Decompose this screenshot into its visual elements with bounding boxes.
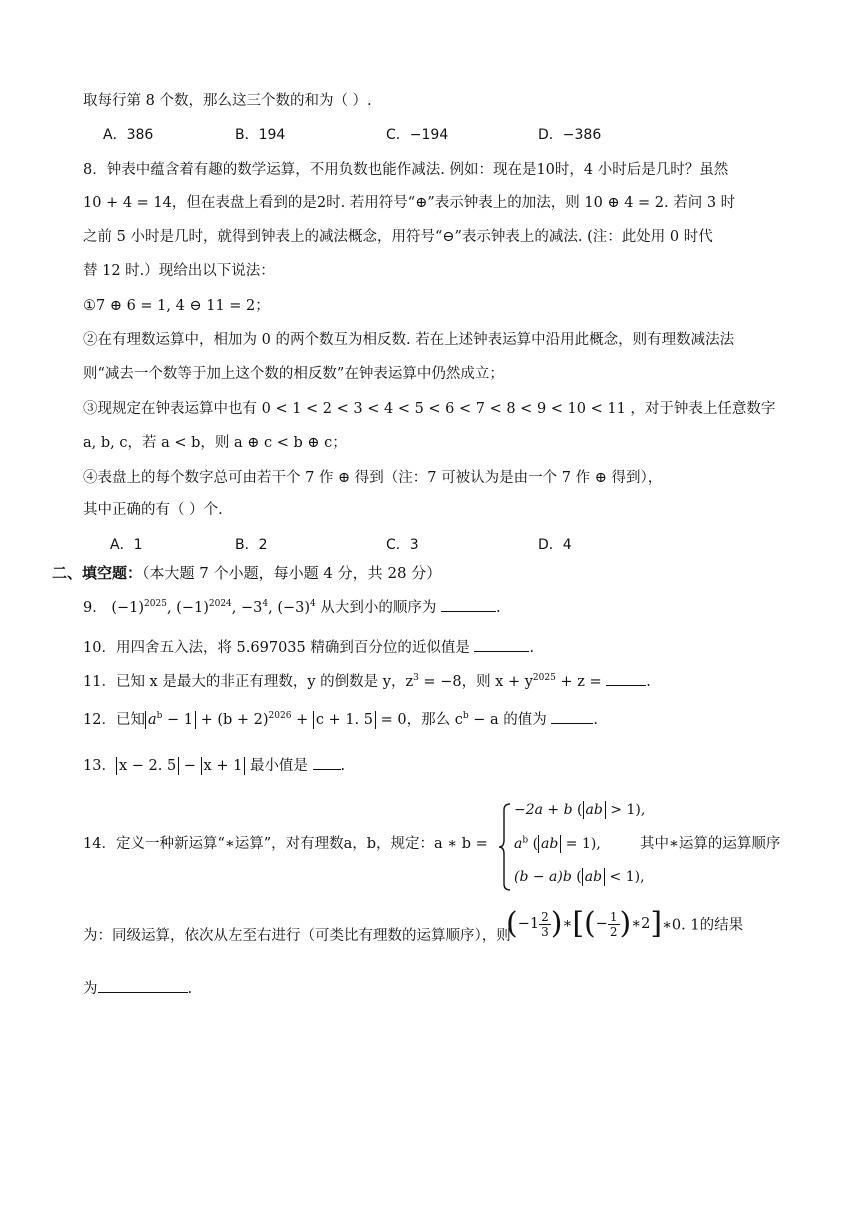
q12-plus-1: + xyxy=(200,712,213,728)
q11-y-exp: 2025 xyxy=(532,673,556,684)
q14-frac-2-den: 2 xyxy=(609,924,618,939)
q8-option-b: B．2 xyxy=(235,537,268,553)
q8-line2: 10 + 4 = 14，但在表盘上看到的是2时. 若用符号“⊕”表示钟表上的加法，则 10 ⊕ 4 = 2. 若问 3 时 xyxy=(83,195,736,211)
q12-term-2: (b + 2) xyxy=(217,712,269,728)
q14-expression: (−1 $\frac{2}{3}$ )∗[(− $\frac{1}{2}$ )∗2]∗0. 1的结果 xyxy=(506,906,744,941)
q14-line3-text: 为 xyxy=(83,981,98,997)
q13-abs-1 xyxy=(116,757,179,775)
q13-number: 13． xyxy=(83,758,116,774)
q8-option-c: C．3 xyxy=(386,537,419,553)
q14-case-2-cond: = 1), xyxy=(561,836,601,852)
q14-mixed-whole: −1 xyxy=(517,916,540,932)
q13-answer-blank[interactable] xyxy=(313,755,341,770)
q14-line1: 14．定义一种新运算“∗运算”，对有理数a，b，规定：a ∗ b = xyxy=(83,836,488,852)
q8-statement-4: ④表盘上的每个数字总可由若干个 7 作 ⊕ 得到（注：7 可被认为是由一个 7 作 ⊕ 得到）， xyxy=(83,470,663,486)
q14-case-3: (b − a)b ( ab < 1), xyxy=(514,869,645,885)
q12-plus-2: + xyxy=(296,712,309,728)
q9-term-3-exp: 4 xyxy=(262,599,269,610)
q8-line1: 8．钟表中蕴含着有趣的数学运算，不用负数也能作减法. 例如：现在是10时，4 小时后是几时？虽然 xyxy=(83,162,729,178)
q12-text-3: − a 的值为 xyxy=(468,712,547,728)
q12-abs-1-exp: b xyxy=(156,711,163,722)
q13-text: 最小值是 xyxy=(249,758,308,774)
q11-text-3: + z = xyxy=(555,674,602,690)
q8-question: 其中正确的有（ ）个. xyxy=(83,502,223,518)
q14-case-1-expr: −2a + b xyxy=(514,802,573,818)
q11-line: 11．已知 x 是最大的非正有理数，y 的倒数是 y，$z^3 = -8$，则 $x + y^{2025} + z$ = . xyxy=(83,671,651,692)
q14-line2-text: 为：同级运算，依次从左至右进行（可类比有理数的运算顺序），则 xyxy=(83,928,511,944)
q14-case-2-base: a xyxy=(514,836,523,852)
q14-case-2-abs-content: ab xyxy=(541,836,559,852)
q10-line: 10．用四舍五入法，将 5.697035 精确到百分位的近似值是 . xyxy=(83,637,534,658)
q14-frac-1 xyxy=(539,910,551,939)
q12-line: 12．已知 $a^b - 1 + (b + 2)^{2026} + c + 1$. 5 = 0，那么 $c^b - a$ 的值为 . xyxy=(83,709,598,730)
q14-case-3-abs xyxy=(582,868,605,886)
q12-answer-blank[interactable] xyxy=(551,709,593,724)
q12-c-exp: b xyxy=(462,711,469,722)
q8-line4: 替 12 时.）现给出以下说法： xyxy=(83,263,275,279)
q7-option-d: D．−386 xyxy=(538,127,602,143)
q14-frac-2 xyxy=(608,910,620,939)
q11-text-2: = −8，则 x + y xyxy=(418,674,533,690)
q7-option-c: C．−194 xyxy=(386,127,449,143)
q12-abs-1-base: a xyxy=(147,712,157,728)
q14-case-1-cond: > 1), xyxy=(605,802,646,818)
q14-frac-1-num: 2 xyxy=(541,909,549,924)
q13-line: 13． x − 2. 5 − x + 1 最小值是 . xyxy=(83,755,345,776)
q9-term-1: (−1) xyxy=(111,600,145,616)
q12-abs-3-content: c + 1. 5 xyxy=(315,712,373,728)
q13-abs-2 xyxy=(201,757,246,775)
q9-term-3: −3 xyxy=(241,600,263,616)
q13-abs-2-content: x + 1 xyxy=(203,758,243,774)
q10-answer-blank[interactable] xyxy=(474,637,529,652)
q8-statement-2b: 则“减去一个数等于加上这个数的相反数”在钟表运算中仍然成立； xyxy=(83,366,504,382)
q14-star-2: ∗2 xyxy=(631,916,651,932)
q12-text-2: = 0，那么 c xyxy=(376,712,463,728)
q14-line2 xyxy=(83,926,511,946)
q14-line3: 为 . xyxy=(83,978,192,999)
q14-frac-2-sign: − xyxy=(595,916,608,932)
q14-answer-blank[interactable] xyxy=(98,978,188,993)
q14-case-2: $a^b$ ( ab = 1), xyxy=(514,835,601,852)
q14-case-1: −2a + b ( ab > 1), xyxy=(514,802,646,818)
q9-number: 9． xyxy=(83,600,107,616)
q11-z-exp: 3 xyxy=(413,673,419,684)
q9-text: 从大到小的顺序为 xyxy=(320,600,437,616)
q11-text-1: 11．已知 x 是最大的非正有理数，y 的倒数是 y，z xyxy=(83,674,414,690)
q14-case-1-abs-content: ab xyxy=(585,802,603,818)
q8-statement-3b: a, b, c，若 a < b，则 a ⊕ c < b ⊕ c； xyxy=(83,435,347,451)
q14-frac-1-den: 3 xyxy=(541,924,549,939)
section-heading xyxy=(52,563,441,583)
q14-brace-icon xyxy=(498,802,512,892)
q8-statement-2a: ②在有理数运算中，相加为 0 的两个数互为相反数. 若在上述钟表运算中沿用此概念，则有理数减法法 xyxy=(83,332,735,348)
q14-case-3-expr: (b − a)b xyxy=(514,869,572,885)
q14-case-1-abs xyxy=(583,801,606,819)
q9-line: 9． $(-1)^{2025}$, $(-1)^{2024}$, $-3^4$, $(-3)^4$ 从大到小的顺序为 . xyxy=(83,597,501,618)
q9-answer-blank[interactable] xyxy=(441,597,496,612)
section-note: （本大题 7 个小题，每小题 4 分，共 28 分） xyxy=(142,564,442,582)
q8-option-a: A．1 xyxy=(110,537,143,553)
q10-text: 10．用四舍五入法，将 5.697035 精确到百分位的近似值是 xyxy=(83,640,470,656)
q8-statement-3a: ③现规定在钟表运算中也有 0 < 1 < 2 < 3 < 4 < 5 < 6 < 7 < 8 < 9 < 10 < 11 ，对于钟表上任意数字 xyxy=(83,401,776,417)
q14-case-3-abs-content: ab xyxy=(584,869,603,885)
q9-term-2-exp: 2024 xyxy=(208,599,232,610)
q9-term-4-exp: 4 xyxy=(310,599,316,610)
section-title: 二、填空题： xyxy=(52,564,143,582)
q12-abs-1 xyxy=(145,711,196,729)
q11-answer-blank[interactable] xyxy=(606,671,646,686)
q12-term-2-exp: 2026 xyxy=(268,711,292,722)
q14-frac-2-num: 1 xyxy=(609,909,618,924)
q12-abs-3 xyxy=(313,711,376,729)
q14-star-1: ∗ xyxy=(562,916,573,932)
q14-right-text: 其中∗运算的运算顺序 xyxy=(640,836,781,852)
q14-case-3-cond: < 1), xyxy=(605,869,645,885)
q9-term-1-exp: 2025 xyxy=(144,599,167,610)
q9-term-2: (−1) xyxy=(176,600,209,616)
q14-case-2-abs xyxy=(538,835,561,853)
q13-abs-1-content: x − 2. 5 xyxy=(118,758,177,774)
q12-abs-1-rest: − 1 xyxy=(162,712,193,728)
q14-tail: ∗0. 1的结果 xyxy=(662,917,744,934)
q7-option-a: A．386 xyxy=(103,127,154,143)
q8-line3: 之前 5 小时是几时，就得到钟表上的减法概念，用符号“⊖”表示钟表上的减法. (注：此处用 0 时代 xyxy=(83,229,713,245)
q12-text-1: 12．已知 xyxy=(83,712,145,728)
q8-statement-1: ①7 ⊕ 6 = 1, 4 ⊖ 11 = 2； xyxy=(83,298,270,314)
q9-term-4: (−3) xyxy=(277,600,311,616)
q14-case-2-exp: b xyxy=(522,835,529,846)
q13-minus: − xyxy=(179,758,201,774)
q8-option-d: D．4 xyxy=(538,537,572,553)
q7-option-b: B．194 xyxy=(235,127,286,143)
q7-text: 取每行第 8 个数，那么这三个数的和为（ ）. xyxy=(83,93,372,109)
